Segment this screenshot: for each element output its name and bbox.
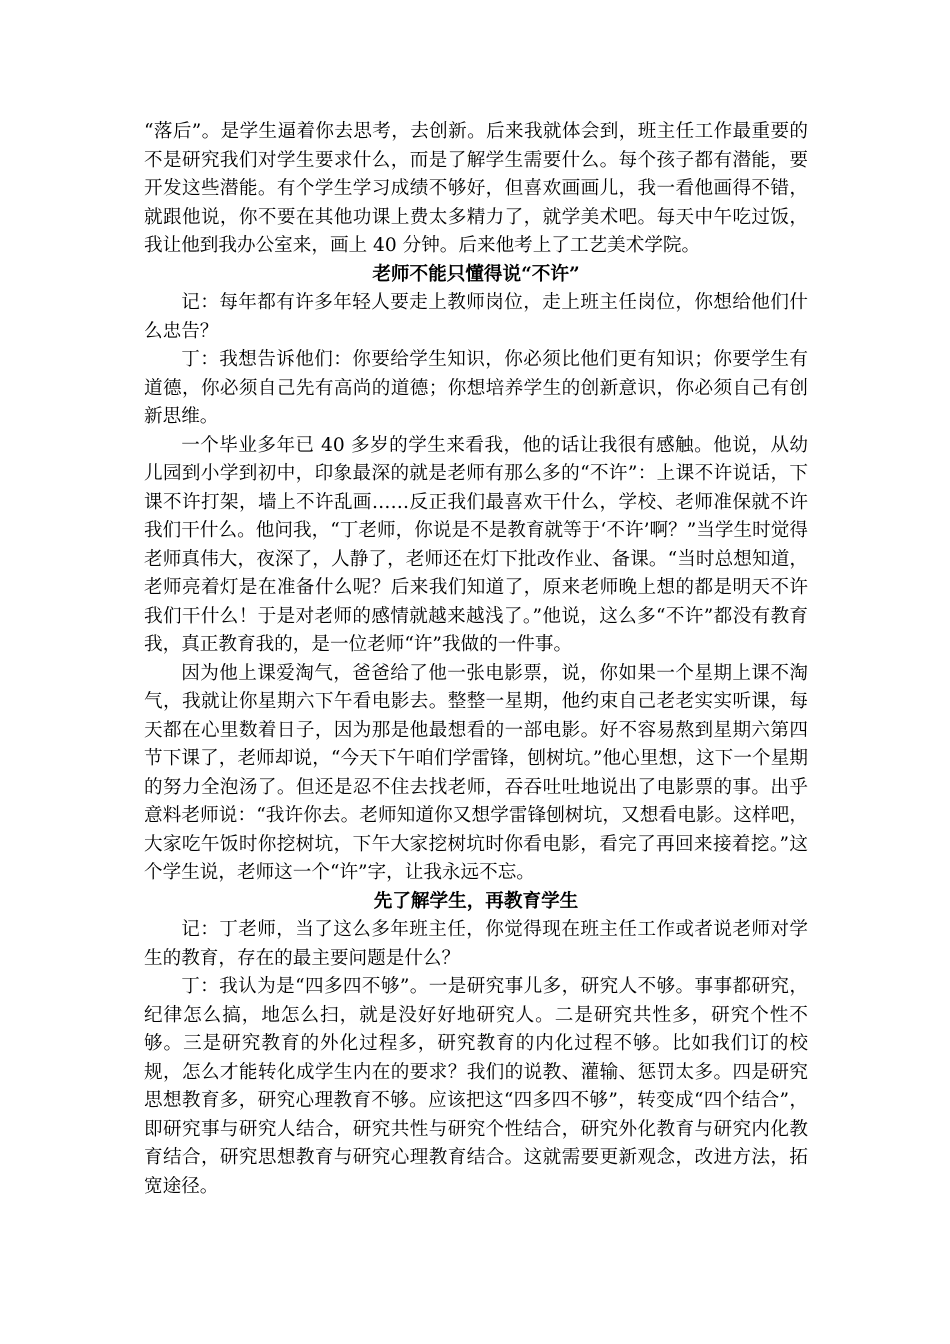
document-page xyxy=(144,118,808,1201)
body-paragraph: 丁：我认为是“四多四不够”。一是研究事儿多，研究人不够。事事都研究，纪律怎么搞，地怎么扫，就是没好好地研究人。二是研究共性多，研究个性不够。三是研究教育的外化过程多，研究教育的内化过程不够。比如我们订的校规，怎么才能转化成学生内在的要求？我们的说教、灌输、惩罚太多。四是研究思想教育多，研究心理教育不够。应该把这“四多四不够”，转变成“四个结合”，即研究事与研究人结合，研究共性与研究个性结合，研究外化教育与研究内化教育结合，研究思想教育与研究心理教育结合。这就需要更新观念，改进方法，拓宽途径。 xyxy=(144,976,808,1197)
section-heading: 先了解学生，再教育学生 xyxy=(373,890,579,912)
body-paragraph: 记：每年都有许多年轻人要走上教师岗位，走上班主任岗位，你想给他们什么忠告？ xyxy=(144,292,808,342)
body-paragraph: 记：丁老师，当了这么多年班主任，你觉得现在班主任工作或者说老师对学生的教育，存在的最主要问题是什么？ xyxy=(144,919,808,969)
body-paragraph: 因为他上课爱淘气，爸爸给了他一张电影票，说，你如果一个星期上课不淘气，我就让你星期六下午看电影去。整整一星期，他约束自己老老实实听课，每天都在心里数着日子，因为那是他最想看的一部电影。好不容易熬到星期六第四节下课了，老师却说，“今天下午咱们学雷锋，刨树坑。”他心里想，这下一个星期的努力全泡汤了。但还是忍不住去找老师，吞吞吐吐地说出了电影票的事。出乎意料老师说：“我许你去。老师知道你又想学雷锋刨树坑，又想看电影。这样吧，大家吃午饭时你挖树坑，下午大家挖树坑时你看电影，看完了再回来接着挖。”这个学生说，老师这一个“许”字，让我永远不忘。 xyxy=(144,662,808,883)
section-heading: 老师不能只懂得说“不许” xyxy=(372,263,580,285)
body-paragraph: 一个毕业多年已 40 多岁的学生来看我，他的话让我很有感触。他说，从幼儿园到小学到初中，印象最深的就是老师有那么多的“不许”：上课不许说话，下课不许打架，墙上不许乱画……反正我们最喜欢干什么，学校、老师准保就不许我们干什么。他问我，“丁老师，你说是不是教育就等于‘不许’啊？”当学生时觉得老师真伟大，夜深了，人静了，老师还在灯下批改作业、备课。“当时总想知道，老师亮着灯是在准备什么呢？后来我们知道了，原来老师晚上想的都是明天不许我们干什么！于是对老师的感情就越来越浅了。”他说，这么多“不许”都没有教育我，真正教育我的，是一位老师“许”我做的一件事。 xyxy=(144,434,808,655)
body-paragraph: “落后”。是学生逼着你去思考，去创新。后来我就体会到，班主任工作最重要的不是研究我们对学生要求什么，而是了解学生需要什么。每个孩子都有潜能，要开发这些潜能。有个学生学习成绩不够好，但喜欢画画儿，我一看他画得不错，就跟他说，你不要在其他功课上费太多精力了，就学美术吧。每天中午吃过饭，我让他到我办公室来，画上 40 分钟。后来他考上了工艺美术学院。 xyxy=(144,121,808,256)
body-paragraph: 丁：我想告诉他们：你要给学生知识，你必须比他们更有知识；你要学生有道德，你必须自己先有高尚的道德；你想培养学生的创新意识，你必须自己有创新思维。 xyxy=(144,349,808,427)
